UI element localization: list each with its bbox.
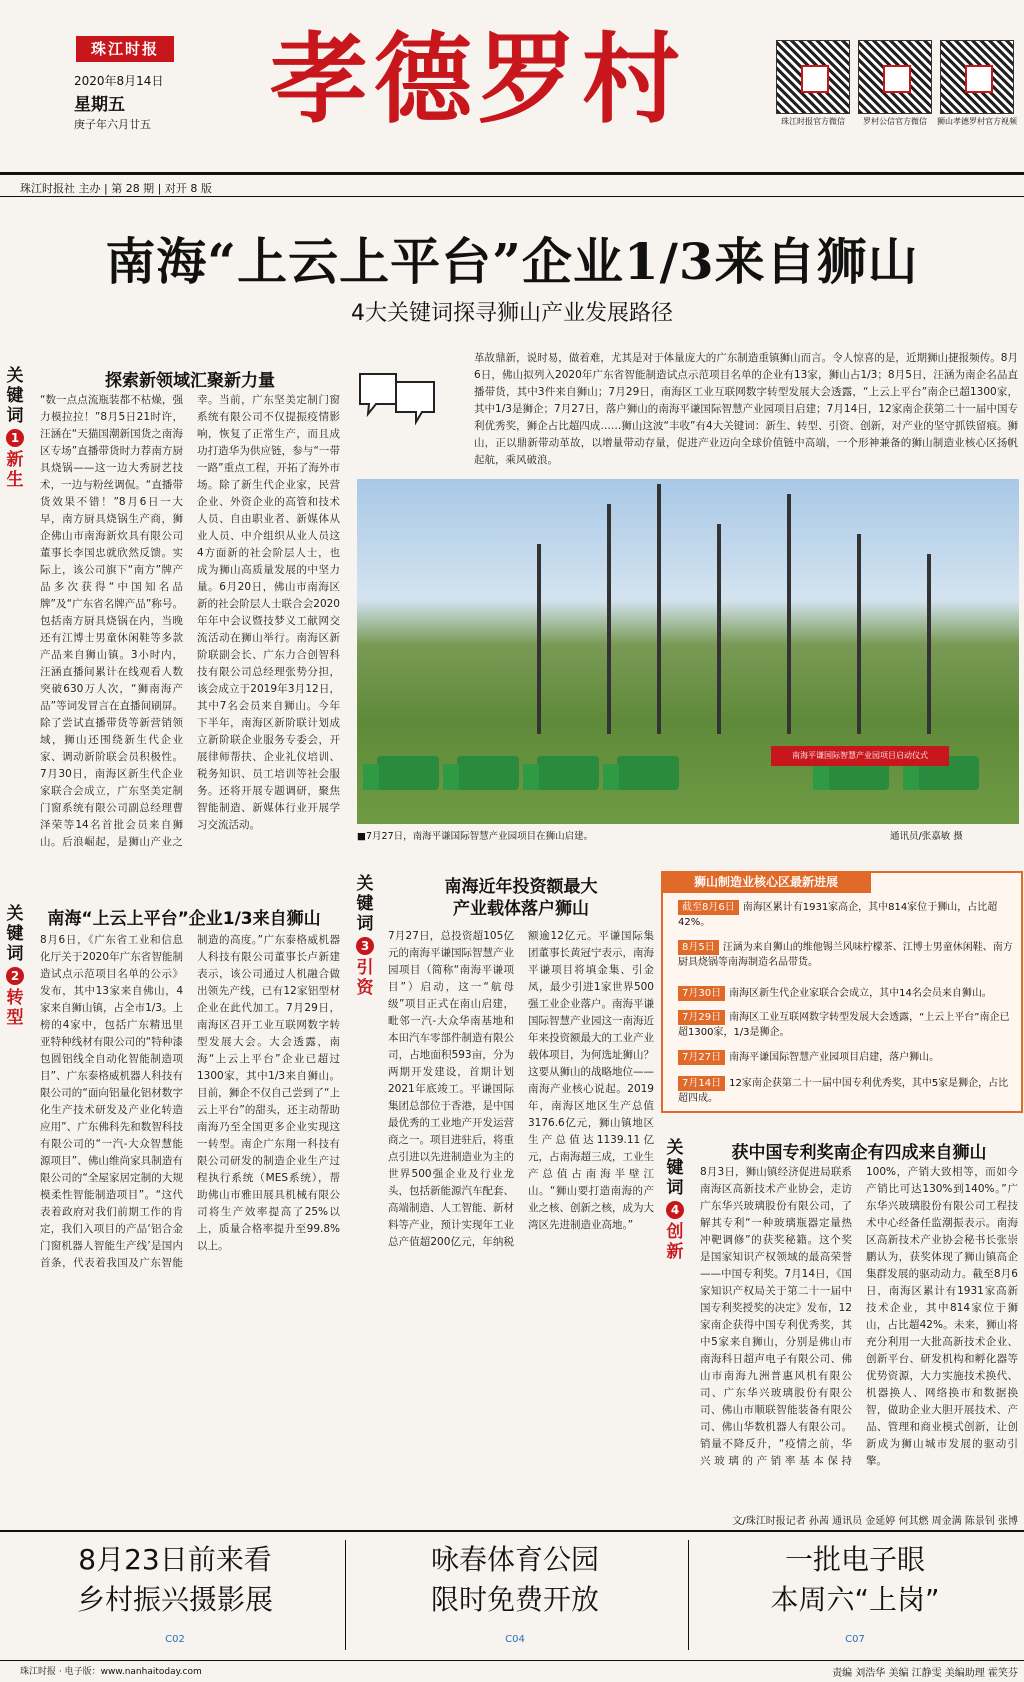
qr-caption: 罗村公信官方微信 xyxy=(863,117,927,126)
masthead-title: 孝德罗村 xyxy=(270,22,687,137)
section-title-2: 南海“上云上平台”企业1/3来自狮山 xyxy=(47,909,321,929)
keyword-text: 关键词 xyxy=(6,366,24,426)
byline: 文/珠江时报记者 孙茜 通讯员 金延婷 何其燃 周金满 陈景钊 张博 xyxy=(732,1516,1018,1527)
divider xyxy=(345,1540,346,1650)
section-title-4: 获中国专利奖南企有四成来自狮山 xyxy=(731,1143,987,1163)
promo-line: 8月23日前来看 xyxy=(78,1543,272,1576)
section-body-2: 8月6日，《广东省工业和信息化厅关于2020年广东省智能制造试点示范项目名单的公示》发布，其中13家来自佛山，4家来自狮山镇，占全市1/3。上榜的4家中，包括广东精迅里亚特种线材有限公司的“特种漆包圆铝线全自动化智能制造项目”、广东泰格威机器人科技有限公司的“面向铝量化铝材数字化生产技术研发及产业化转造应用”、广东佛科先和数智科技有限公司的“一汽-大众智慧能源项目”、佛山维尚家具制造有限公司的“全屋家居定制的大规模柔性智能制造项目”。“这代表着政府对我们前期工作的肯定，我们入项目的产品‘铝合金门窗机器人智能生产线’是国内首条，代表着我国及广东智能制造的高度。”广东泰格威机器人科技有限公司董事长卢新建表示，该公司通过人机融合做出领先产线，已有12家铝型材企业在此代加工。7月29日，南海区召开工业互联网数字转型发展大会。大会透露，南海“上云上平台”企业已超过1300家，其中1/3来自狮山。目前，狮企不仅自己尝到了“上云上平台”的甜头，还主动帮助南海乃至全国更多企业实现这一转型。南企广东翔一科技有限公司研发的制造企业生产过程执行系统（MES系统），帮助佛山市雅田展具机械有限公司将生产效率提高了25%以上，质量合格率提升至99.8%以上。 xyxy=(40,934,340,1269)
promo-block-2[interactable] xyxy=(360,1540,670,1620)
promo-line: 一批电子眼 xyxy=(784,1543,925,1576)
promo-page-ref[interactable]: C02 xyxy=(165,1634,185,1645)
keyword-label-2 xyxy=(4,904,26,1028)
box-item: 7月29日 南海区工业互联网数字转型发展大会透露，“上云上平台”南企已超1300家，1/3是狮企。 xyxy=(678,1012,1010,1038)
photo-caption: ■7月27日，南海平谦国际智慧产业园项目在狮山启建。 xyxy=(357,831,594,842)
promo-line: 咏春体育公园 xyxy=(430,1543,599,1576)
box-item: 7月30日 南海区新生代企业家联合会成立，其中14名会员来自狮山。 xyxy=(678,986,1016,1001)
promo-block-3[interactable] xyxy=(700,1540,1010,1620)
promo-page-ref[interactable]: C04 xyxy=(505,1634,525,1645)
progress-box-title: 狮山制造业核心区最新进展 xyxy=(661,871,871,893)
box-item: 7月27日 南海平谦国际智慧产业园项目启建，落户狮山。 xyxy=(678,1050,1016,1065)
speech-bubble-icon xyxy=(356,370,440,426)
divider xyxy=(0,196,1024,197)
box-item: 7月14日 12家南企获第二十一届中国专利优秀奖，其中5家是狮企，占比超四成。 xyxy=(678,1078,1009,1104)
sub-headline: 4大关键词探寻狮山产业发展路径 xyxy=(351,301,673,326)
keyword-word: 引资 xyxy=(356,958,374,998)
keyword-word: 新生 xyxy=(6,450,24,490)
box-item: 8月5日 汪涵为来自狮山的维他锡兰风味柠檬茶、江博士男童休闲鞋、南方厨具烧锅等南海制造名品带货。 xyxy=(678,942,1013,968)
keyword-word: 转型 xyxy=(6,988,24,1028)
promo-line: 限时免费开放 xyxy=(430,1583,599,1616)
qr-caption: 狮山孝德罗村官方视频 xyxy=(937,117,1017,126)
issue-line: 珠江时报社 主办 | 第 28 期 | 对开 8 版 xyxy=(20,182,212,195)
keyword-number: 3 xyxy=(356,937,374,955)
keyword-number: 4 xyxy=(666,1201,684,1219)
keyword-word: 创新 xyxy=(666,1222,684,1262)
lunar-date: 庚子年六月廿五 xyxy=(74,118,151,131)
divider xyxy=(688,1540,689,1650)
keyword-label-3 xyxy=(354,874,376,998)
promo-block-1[interactable] xyxy=(20,1540,330,1620)
keyword-text: 关键词 xyxy=(666,1138,684,1198)
promo-page-ref[interactable]: C07 xyxy=(845,1634,865,1645)
footer-site[interactable]: 珠江时报 · 电子版：www.nanhaitoday.com xyxy=(20,1667,202,1677)
keyword-number: 2 xyxy=(6,967,24,985)
intro-paragraph: 革故鼎新，说时易，做着难，尤其是对于体量庞大的广东制造重镇狮山而言。令人惊喜的是，近期狮山捷报频传。8月6日，佛山拟列入2020年广东省智能制造试点示范项目名单的企业有13家，狮山占1/3；8月5日，汪涵为南企名品直播带货，其中3件来自狮山；7月29日，南海区工业互联网数字转型发展大会透露，“上云上平台”南企已超1300家，其中1/3是狮企；7月27日，落户狮山的南海平谦国际智慧产业园项目启建；7月14日，12家南企获第二十一届中国专利优秀奖，狮企占比超四成……狮山这波“丰收”有4大关键词：新生、转型、引资、创新，对产业的坚守抓铁留痕。狮山，正以鼎新带动革故，以增量带动存量，促进产业迈向全球价值链中高端，一个形神兼备的狮山制造业核心区扬帆起航，乘风破浪。 xyxy=(474,352,1018,466)
section-body-4: 8月3日，狮山镇经济促进局联系南海区高新技术产业协会，走访广东华兴玻璃股份有限公司，了解其专利“一种玻璃瓶器定量热冲靶调修”的获奖秘籍。这个奖是国家知识产权领域的最高荣誉——中国专利奖。7月14日，《国家知识产权局关于第二十一届中国专利奖授奖的决定》发布，12家南企获得中国专利优秀奖，其中5家来自狮山，分别是佛山市南海科日超声电子有限公司、佛山市南海九洲普惠风机有限公司、广东华兴玻璃股份有限公司、佛山市顺联智能装备有限公司、佛山华数机器人有限公司。销量不降反升，“疫情之前，华兴玻璃的产销率基本保持100%，产销大致相等，而如今产销比可达130%到140%。”广东华兴玻璃股份有限公司工程技术中心经备任监潮振表示。南海区高新技术产业协会秘书长张崇鹏认为，获奖体现了狮山镇高企集群发展的驱动动力。截至8月6日，南海区累计有1931家高新技术企业，其中814家位于狮山，占比超42%。未来，狮山将充分利用一大批高新技术企业、创新平台、研发机构和孵化器等优势资源，大力实施技术换代、机器换人、网络换市和数据换智，做助企业大胆开展技术、产品、管理和商业模式创新，让创新成为狮山城市发展的驱动引擎。 xyxy=(700,1166,1018,1467)
section-title-3: 南海近年投资额最大 产业载体落户狮山 xyxy=(444,877,598,919)
keyword-label-4 xyxy=(664,1138,686,1262)
qr-code-icon xyxy=(776,40,850,114)
section-title-1: 探索新领域汇聚新力量 xyxy=(105,371,275,391)
promo-line: 本周六“上岗” xyxy=(770,1583,940,1616)
qr-caption: 珠江时报官方微信 xyxy=(781,117,845,126)
footer-editors: 责编 刘浩华 美编 江静雯 美编助理 霍笑芬 xyxy=(832,1668,1018,1679)
section-body-3: 7月27日，总投资超105亿元的南海平谦国际智慧产业园项目（简称“南海平谦项目”）启动，这一“航母级”项目正式在南山启建，毗邻一汽-大众华南基地和本田汽车零部件制造有限公司，占地面积593亩，分为两期开发建设，首期计划2021年底竣工。平谦国际集团总部位于香港，是中国最优秀的工业地产开发运营商之一。项目进驻后，将重点引进以先进制造业为主的世界500强企业及行业龙头，包括新能源汽车配套、高端制造、人工智能、新材料等产业，预计实现年工业总产值超200亿元，年纳税额逾12亿元。平谦国际集团董事长黄冠宁表示，南海平谦项目将填金集、引金凤，最少引进1家世界500强工业企业落户。南海平谦国际智慧产业园这一南海近年来投资额最大的工业产业载体项目，为何选址狮山？这要从狮山的战略地位——南海产业核心说起。2019年，南海区地区生产总值3176.6亿元，狮山镇地区生产总值达1139.11亿元，占南海超三成，工业生产总值占南海半壁江山。“狮山要打造南海的产业之核、创新之核，成为大湾区先进制造业高地。” xyxy=(388,930,654,1248)
keyword-text: 关键词 xyxy=(356,874,374,934)
divider xyxy=(0,1530,1024,1532)
keyword-text: 关键词 xyxy=(6,904,24,964)
keyword-label-1 xyxy=(4,366,26,490)
newspaper-logo: 珠江时报 xyxy=(76,36,174,62)
qr-code-icon xyxy=(858,40,932,114)
keyword-number: 1 xyxy=(6,429,24,447)
weekday: 星期五 xyxy=(74,95,125,115)
main-headline: 南海“上云上平台”企业1/3来自狮山 xyxy=(105,232,919,291)
construction-photo xyxy=(357,479,1019,824)
promo-line: 乡村振兴摄影展 xyxy=(76,1583,273,1616)
photo-banner: 南海平谦国际智慧产业园项目启动仪式 xyxy=(771,746,949,766)
issue-date: 2020年8月14日 xyxy=(74,74,164,88)
divider xyxy=(0,172,1024,175)
box-item: 截至8月6日 南海区累计有1931家高企，其中814家位于狮山，占比超42%。 xyxy=(678,902,998,928)
qr-code-icon xyxy=(940,40,1014,114)
section-body-1: “数一点点流瓶装都不枯燥，强力模拉拉！”8月5日21时许，汪涵在“天猫国潮新国货之南海区专场”直播带货时力荐南方厨具烧锅——这一边大秀厨艺技术，一边与粉丝调侃。“直播带货效果不错！”8月6日一大早，南方厨具烧锅生产商，狮企佛山市南海新炊具有限公司董事长李国忠就欣然反馈。实际上，该公司旗下“南方”牌产品多次获得“中国知名品牌”及“广东省名牌产品”称号。包括南方厨具烧锅在内，当晚还有江博士男童休闲鞋等多款产品来自狮山镇。3小时内，汪涵直播间累计在线观看人数突破630万人次，“狮南海产品”等词发冒言在直播间刷屏。除了尝试直播带货等新营销领域，狮山还围绕新生代企业家、调动新阶联会员积极性。7月30日，南海区新生代企业家联合会成立，广东坚美定制门窗系统有限公司副总经理曹泽荣等14名首批会员来自狮山。后浪崛起，是狮山产业之幸。当前，广东坚美定制门窗系统有限公司不仅提振疫情影响，恢复了正常生产，而且成功打造华为供应链，参与“一带一路”重点工程，开拓了海外市场。除了新生代企业家，民营企业、外资企业的高管和技术人员、自由职业者、新媒体从业人员、中介组织从业人员这4方面新的社会阶层人士，也成为狮山高质量发展的中坚力量。6月20日，佛山市南海区新的社会阶层人士联合会2020年年中会议暨技梦义工献网交流活动在狮山举行。南海区新阶联副会长、广东力合创智科技有限公司总经理张势分担，该会成立于2019年3月12日，其中7名会员来自狮山。今年下半年，南海区新阶联计划成立新阶联企业服务专委会，开展律师帮扶、企业礼仪培训、税务知识、员工培训等社会服务。还将开展专题调研，聚焦智能制造、新媒体行业开展学习交流活动。 xyxy=(40,394,340,848)
photo-credit: 通讯员/张嘉敏 摄 xyxy=(890,831,963,842)
